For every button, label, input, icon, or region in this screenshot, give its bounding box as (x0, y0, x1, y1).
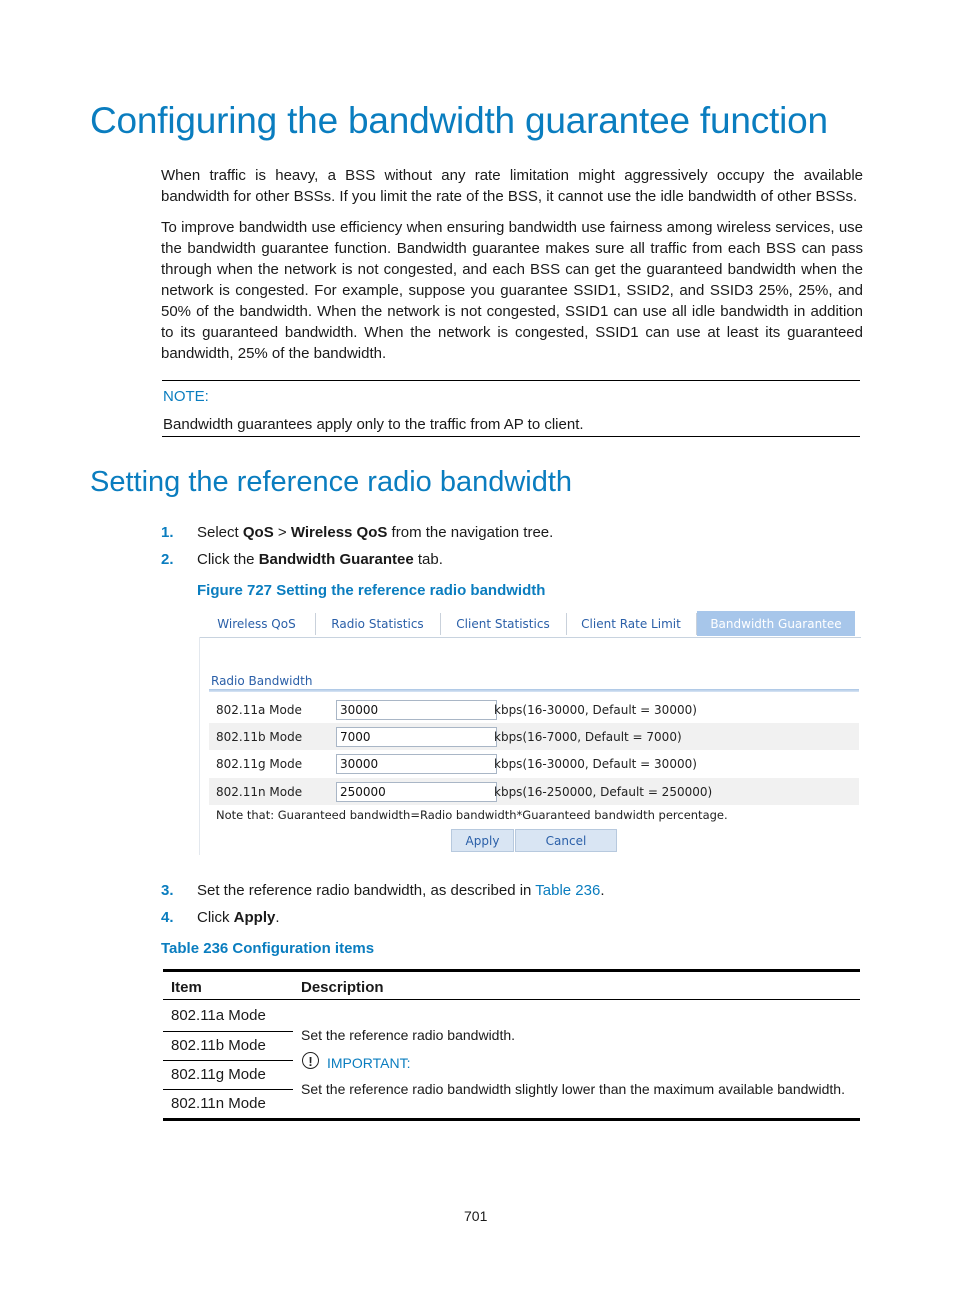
row-divider (163, 1089, 293, 1090)
important-label: IMPORTANT: (327, 1055, 411, 1071)
tab-client-statistics[interactable]: Client Statistics (456, 617, 550, 631)
tab-bar (199, 610, 861, 638)
step-number: 4. (161, 909, 174, 926)
tab-wireless-qos[interactable]: Wireless QoS (217, 617, 296, 631)
step-text: Set the reference radio bandwidth, as described in Table 236. (197, 882, 605, 899)
table-cell-item: 802.11g Mode (171, 1066, 266, 1083)
section-divider (209, 689, 859, 692)
tab-bandwidth-guarantee[interactable]: Bandwidth Guarantee (697, 611, 855, 636)
form-row-802-11a (209, 696, 859, 723)
field-label: 802.11g Mode (216, 757, 303, 771)
guarantee-note: Note that: Guaranteed bandwidth=Radio bandwidth*Guaranteed bandwidth percentage. (216, 808, 728, 822)
column-header-description: Description (301, 979, 384, 996)
tab-radio-statistics[interactable]: Radio Statistics (331, 617, 424, 631)
radio-bandwidth-title: Radio Bandwidth (211, 674, 313, 688)
table-236-link[interactable]: Table 236 (535, 882, 601, 899)
field-label: 802.11a Mode (216, 703, 302, 717)
table-header-rule (163, 999, 860, 1000)
apply-button[interactable]: Apply (451, 829, 514, 852)
page-number: 701 (464, 1208, 488, 1224)
form-row-802-11g (209, 750, 859, 777)
intro-paragraph: When traffic is heavy, a BSS without any rate limitation might aggressively occupy the available bandwidth for other BSSs. If you limit the rate of the BSS, it cannot use the idle bandwidth of other BSSs. (161, 167, 863, 205)
step-text: Click Apply. (197, 909, 280, 926)
tab-client-rate-limit[interactable]: Client Rate Limit (581, 617, 681, 631)
section-heading: Setting the reference radio bandwidth (90, 466, 573, 498)
field-hint: kbps(16-30000, Default = 30000) (494, 757, 697, 771)
note-bottom-rule (162, 436, 860, 437)
form-row-802-11n (209, 778, 859, 805)
exclamation-circle-icon: ! (302, 1052, 319, 1069)
table-cell-description: Set the reference radio bandwidth. (301, 1027, 516, 1043)
row-divider (163, 1031, 293, 1032)
bandwidth-input-802-11a[interactable]: 30000 (336, 700, 497, 720)
step-number: 1. (161, 524, 174, 541)
note-top-rule (162, 380, 860, 381)
field-hint: kbps(16-30000, Default = 30000) (494, 703, 697, 717)
note-text: Bandwidth guarantees apply only to the traffic from AP to client. (163, 416, 584, 433)
page-heading: Configuring the bandwidth guarantee function (90, 100, 828, 141)
table-bottom-rule (163, 1118, 860, 1121)
bandwidth-input-802-11b[interactable]: 7000 (336, 727, 497, 747)
table-top-rule (163, 969, 860, 972)
table-cell-item: 802.11n Mode (171, 1095, 266, 1112)
step-number: 3. (161, 882, 174, 899)
figure-caption: Figure 727 Setting the reference radio bandwidth (197, 582, 546, 599)
important-text: Set the reference radio bandwidth slightly lower than the maximum available bandwidth. (301, 1081, 845, 1097)
form-row-802-11b (209, 723, 859, 750)
explanation-paragraph: To improve bandwidth use efficiency when ensuring bandwidth use fairness among wireless services, use the bandwidth guarantee function. Bandwidth guarantee makes sure all traffic from each BSS can pass through when the network is not congested, and each BSS can get the guaranteed bandwidth when the network is congested. For example, suppose you guarantee SSID1, SSID2, and SSID3 25%, 25%, and 50% of the bandwidth. When the network is not congested, SSID1 can use all idle bandwidth in addition to its guaranteed bandwidth. When the network is congested, SSID1 can use at least its guaranteed bandwidth, 25% of the bandwidth. (161, 219, 863, 362)
table-cell-item: 802.11b Mode (171, 1037, 266, 1054)
bandwidth-input-802-11n[interactable]: 250000 (336, 782, 497, 802)
row-divider (163, 1060, 293, 1061)
panel-border (199, 637, 200, 855)
bandwidth-input-802-11g[interactable]: 30000 (336, 754, 497, 774)
table-cell-item: 802.11a Mode (171, 1007, 266, 1024)
note-label: NOTE: (163, 388, 209, 405)
bandwidth-guarantee-screenshot (199, 610, 861, 856)
field-label: 802.11n Mode (216, 785, 303, 799)
step-number: 2. (161, 551, 174, 568)
step-text: Select QoS > Wireless QoS from the navigation tree. (197, 524, 554, 541)
cancel-button[interactable]: Cancel (515, 829, 617, 852)
step-text: Click the Bandwidth Guarantee tab. (197, 551, 443, 568)
column-header-item: Item (171, 979, 202, 996)
field-hint: kbps(16-7000, Default = 7000) (494, 730, 682, 744)
table-caption: Table 236 Configuration items (161, 940, 375, 957)
field-label: 802.11b Mode (216, 730, 303, 744)
field-hint: kbps(16-250000, Default = 250000) (494, 785, 713, 799)
